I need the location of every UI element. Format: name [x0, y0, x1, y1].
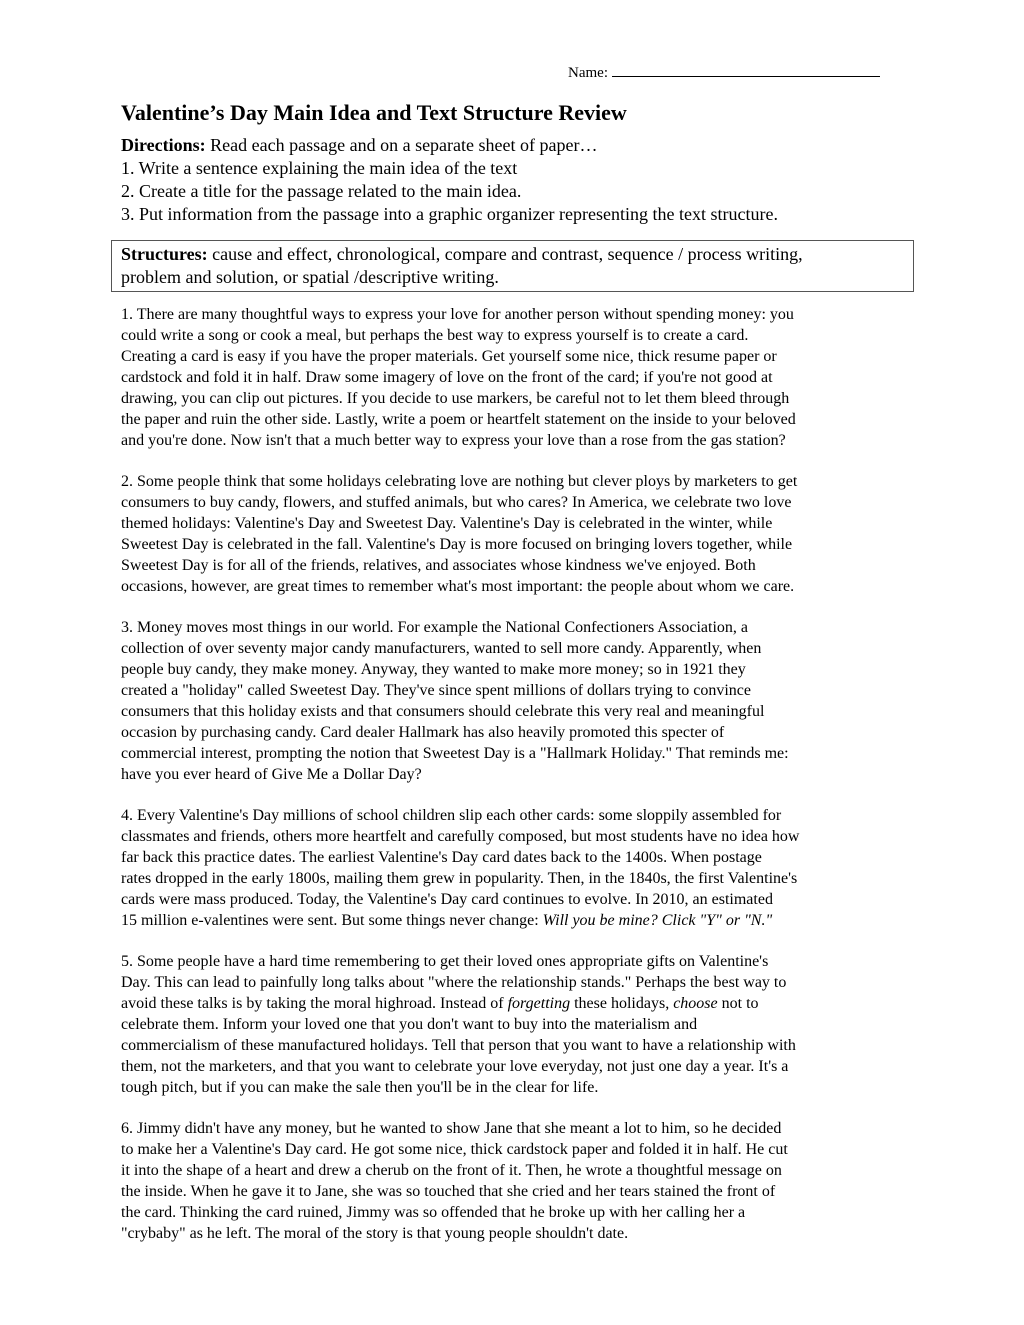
passage-italic-text: Will you be mine? Click "Y" or "N."	[542, 912, 773, 929]
passage-line: drawing, you can clip out pictures. If you decide to use markers, be careful not to let them bleed through	[121, 390, 790, 407]
passage-italic-text: forgetting	[507, 995, 571, 1012]
passage-line: celebrate them. Inform your loved one that you don't want to buy into the materialism and	[121, 1016, 698, 1033]
name-blank-line	[612, 62, 880, 77]
passage-line: 1. There are many thoughtful ways to express your love for another person without spending money: you	[121, 306, 794, 323]
passage-2	[121, 471, 911, 597]
passage-line: rates dropped in the early 1800s, mailing them grew in popularity. Then, in the 1840s, the first Valentine's	[121, 870, 798, 887]
passage-line: far back this practice dates. The earliest Valentine's Day card dates back to the 1400s. When postage	[121, 849, 762, 866]
passage-line: 6. Jimmy didn't have any money, but he wanted to show Jane that she meant a lot to him, so he decided	[121, 1120, 782, 1137]
name-label: Name:	[568, 65, 608, 81]
passage-line: Sweetest Day is celebrated in the fall. Valentine's Day is more focused on bringing lovers together, while	[121, 536, 793, 553]
passage-line: Day. This can lead to painfully long talks about "where the relationship stands." Perhaps the best way to	[121, 974, 787, 991]
passage-line: classmates and friends, others more heartfelt and carefully composed, but most students have no idea how	[121, 828, 800, 845]
passage-line: commercialism of these manufactured holidays. Tell that person that you want to have a relationship with	[121, 1037, 796, 1054]
passage-line: consumers that this holiday exists and that consumers should celebrate this very real and meaningful	[121, 703, 765, 720]
passage-text: not to	[717, 995, 759, 1012]
passages	[121, 304, 911, 1264]
passage-line: collection of over seventy major candy manufacturers, wanted to sell more candy. Apparently, when	[121, 640, 762, 657]
directions-label: Directions:	[121, 135, 206, 155]
passage-5	[121, 951, 911, 1098]
passage-line: it into the shape of a heart and drew a cherub on the front of it. Then, he wrote a thoughtful message on	[121, 1162, 782, 1179]
structures-label: Structures:	[121, 244, 208, 264]
passage-line: cardstock and fold it in half. Draw some imagery of love on the front of the card; if you're not good at	[121, 369, 773, 386]
structures-list: cause and effect, chronological, compare and contrast, sequence / process writing,	[207, 244, 803, 264]
passage-text: avoid these talks is by taking the moral highroad. Instead of	[121, 995, 508, 1012]
passage-line: and you're done. Now isn't that a much better way to express your love than a rose from the gas station?	[121, 432, 786, 449]
passage-line: tough pitch, but if you can make the sale then you'll be in the clear for life.	[121, 1079, 599, 1096]
directions-item: 2. Create a title for the passage related to the main idea.	[121, 181, 522, 201]
passage-line: created a "holiday" called Sweetest Day. They've since spent millions of dollars trying to convince	[121, 682, 751, 699]
directions-item: 3. Put information from the passage into a graphic organizer representing the text structure.	[121, 204, 778, 224]
passage-line: the card. Thinking the card ruined, Jimmy was so offended that he broke up with her calling her a	[121, 1204, 746, 1221]
passage-line: could write a song or cook a meal, but perhaps the best way to express yourself is to create a card.	[121, 327, 749, 344]
passage-italic-text: choose	[673, 995, 718, 1012]
passage-line	[121, 910, 911, 931]
structures-line-2: problem and solution, or spatial /descriptive writing.	[121, 267, 499, 287]
passage-1	[121, 304, 911, 451]
structures-line-1	[121, 243, 901, 266]
passage-line: occasion by purchasing candy. Card dealer Hallmark has also heavily promoted this specter of	[121, 724, 725, 741]
passage-line: 4. Every Valentine's Day millions of school children slip each other cards: some sloppily assembled for	[121, 807, 782, 824]
directions-intro: Read each passage and on a separate sheet of paper…	[205, 135, 598, 155]
structures-box	[111, 240, 914, 292]
passage-line: occasions, however, are great times to remember what's most important: the people about whom we care.	[121, 578, 795, 595]
passage-text: 15 million e-valentines were sent. But some things never change:	[121, 912, 543, 929]
passage-line: have you ever heard of Give Me a Dollar Day?	[121, 766, 422, 783]
passage-line: cards were mass produced. Today, the Valentine's Day card continues to evolve. In 2010, an estimated	[121, 891, 773, 908]
passage-4	[121, 805, 911, 931]
passage-line: themed holidays: Valentine's Day and Sweetest Day. Valentine's Day is celebrated in the winter, while	[121, 515, 773, 532]
directions-item: 1. Write a sentence explaining the main idea of the text	[121, 158, 518, 178]
passage-line: people buy candy, they make money. Anyway, they wanted to make more money; so in 1921 they	[121, 661, 746, 678]
passage-line	[121, 993, 911, 1014]
passage-line: 5. Some people have a hard time remembering to get their loved ones appropriate gifts on Valentine's	[121, 953, 769, 970]
page-title: Valentine’s Day Main Idea and Text Structure Review	[121, 100, 627, 125]
directions-intro-line	[121, 134, 921, 157]
passage-line: to make her a Valentine's Day card. He got some nice, thick cardstock paper and folded it in half. He cut	[121, 1141, 788, 1158]
passage-line: Creating a card is easy if you have the proper materials. Get yourself some nice, thick resume paper or	[121, 348, 777, 365]
passage-line: commercial interest, prompting the notion that Sweetest Day is a "Hallmark Holiday." That reminds me:	[121, 745, 789, 762]
passage-line: 3. Money moves most things in our world. For example the National Confectioners Association, a	[121, 619, 749, 636]
passage-line: the inside. When he gave it to Jane, she was so touched that she cried and her tears stained the front of	[121, 1183, 776, 1200]
passage-line: consumers to buy candy, flowers, and stuffed animals, but who cares? In America, we celebrate two love	[121, 494, 792, 511]
passage-line: them, not the marketers, and that you want to celebrate your love everyday, not just one day a year. It's a	[121, 1058, 789, 1075]
directions	[121, 134, 921, 226]
name-field	[568, 62, 880, 82]
passage-text: these holidays,	[570, 995, 674, 1012]
passage-line: "crybaby" as he left. The moral of the story is that young people shouldn't date.	[121, 1225, 629, 1242]
passage-3	[121, 617, 911, 785]
passage-line: 2. Some people think that some holidays celebrating love are nothing but clever ploys by marketers to get	[121, 473, 798, 490]
passage-line: the paper and ruin the other side. Lastly, write a poem or heartfelt statement on the inside to your beloved	[121, 411, 796, 428]
passage-line: Sweetest Day is for all of the friends, relatives, and associates whose kindness we've enjoyed. Both	[121, 557, 756, 574]
passage-6	[121, 1118, 911, 1244]
